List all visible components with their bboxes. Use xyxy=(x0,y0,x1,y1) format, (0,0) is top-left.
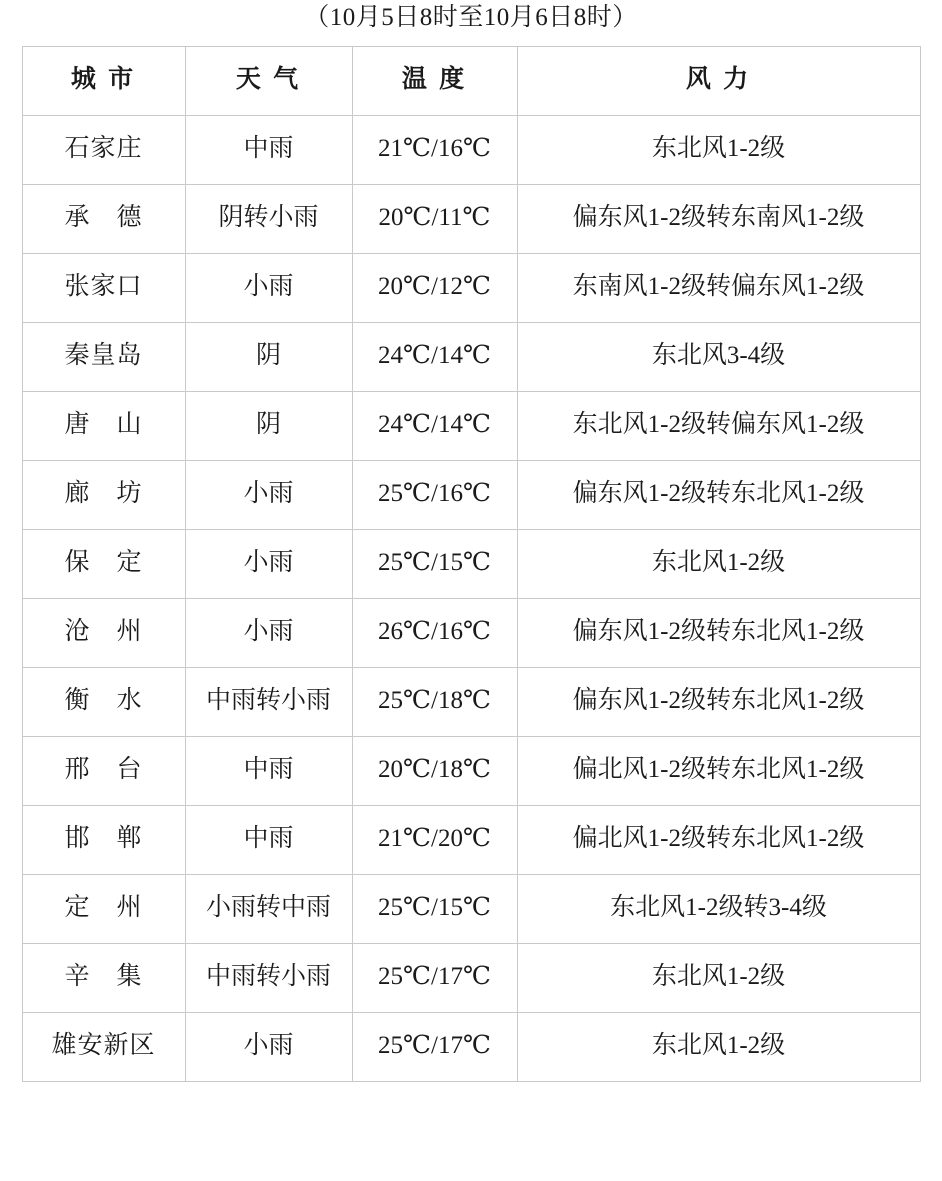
table-row xyxy=(22,115,920,184)
cell-wind: 东北风1-2级 xyxy=(517,943,920,1012)
table-row xyxy=(22,253,920,322)
weather-forecast-table xyxy=(22,46,921,1082)
table-row xyxy=(22,874,920,943)
cell-city: 邢 台 xyxy=(22,736,185,805)
cell-weather: 小雨 xyxy=(185,253,352,322)
cell-city: 承 德 xyxy=(22,184,185,253)
cell-weather: 小雨 xyxy=(185,598,352,667)
cell-weather: 中雨 xyxy=(185,805,352,874)
cell-temperature: 21℃/20℃ xyxy=(352,805,517,874)
cell-weather: 中雨转小雨 xyxy=(185,943,352,1012)
cell-wind: 东北风1-2级转3-4级 xyxy=(517,874,920,943)
cell-temperature: 20℃/12℃ xyxy=(352,253,517,322)
table-row xyxy=(22,667,920,736)
cell-city: 保 定 xyxy=(22,529,185,598)
cell-wind: 偏北风1-2级转东北风1-2级 xyxy=(517,736,920,805)
cell-weather: 中雨 xyxy=(185,736,352,805)
table-header xyxy=(22,46,920,115)
cell-wind: 东北风1-2级 xyxy=(517,529,920,598)
column-header-city: 城 市 xyxy=(22,46,185,115)
cell-temperature: 20℃/11℃ xyxy=(352,184,517,253)
table-row xyxy=(22,943,920,1012)
cell-city: 石家庄 xyxy=(22,115,185,184)
table-row xyxy=(22,184,920,253)
cell-city: 邯 郸 xyxy=(22,805,185,874)
column-header-wind: 风 力 xyxy=(517,46,920,115)
cell-wind: 东北风1-2级 xyxy=(517,1012,920,1081)
table-row xyxy=(22,598,920,667)
cell-temperature: 25℃/17℃ xyxy=(352,1012,517,1081)
cell-city: 衡 水 xyxy=(22,667,185,736)
cell-wind: 偏东风1-2级转东北风1-2级 xyxy=(517,598,920,667)
cell-city: 辛 集 xyxy=(22,943,185,1012)
cell-temperature: 25℃/17℃ xyxy=(352,943,517,1012)
cell-weather: 中雨 xyxy=(185,115,352,184)
cell-temperature: 25℃/15℃ xyxy=(352,529,517,598)
table-header-row xyxy=(22,46,920,115)
table-body xyxy=(22,115,920,1081)
table-row xyxy=(22,736,920,805)
cell-city: 秦皇岛 xyxy=(22,322,185,391)
table-row xyxy=(22,805,920,874)
cell-city: 张家口 xyxy=(22,253,185,322)
cell-weather: 小雨 xyxy=(185,1012,352,1081)
cell-wind: 偏东风1-2级转东北风1-2级 xyxy=(517,667,920,736)
cell-weather: 阴转小雨 xyxy=(185,184,352,253)
cell-wind: 偏北风1-2级转东北风1-2级 xyxy=(517,805,920,874)
cell-wind: 东北风3-4级 xyxy=(517,322,920,391)
table-row xyxy=(22,529,920,598)
cell-city: 雄安新区 xyxy=(22,1012,185,1081)
cell-city: 定 州 xyxy=(22,874,185,943)
cell-temperature: 26℃/16℃ xyxy=(352,598,517,667)
cell-wind: 东北风1-2级 xyxy=(517,115,920,184)
column-header-temperature: 温 度 xyxy=(352,46,517,115)
cell-temperature: 24℃/14℃ xyxy=(352,322,517,391)
cell-temperature: 25℃/16℃ xyxy=(352,460,517,529)
cell-temperature: 24℃/14℃ xyxy=(352,391,517,460)
cell-wind: 偏东风1-2级转东南风1-2级 xyxy=(517,184,920,253)
page-title: （10月5日8时至10月6日8时） xyxy=(304,4,638,31)
table-row xyxy=(22,1012,920,1081)
cell-wind: 偏东风1-2级转东北风1-2级 xyxy=(517,460,920,529)
table-row xyxy=(22,391,920,460)
cell-weather: 小雨 xyxy=(185,460,352,529)
cell-weather: 小雨 xyxy=(185,529,352,598)
cell-city: 廊 坊 xyxy=(22,460,185,529)
cell-weather: 中雨转小雨 xyxy=(185,667,352,736)
cell-weather: 阴 xyxy=(185,391,352,460)
cell-wind: 东南风1-2级转偏东风1-2级 xyxy=(517,253,920,322)
table-row xyxy=(22,322,920,391)
cell-temperature: 25℃/18℃ xyxy=(352,667,517,736)
column-header-weather: 天 气 xyxy=(185,46,352,115)
cell-city: 唐 山 xyxy=(22,391,185,460)
cell-temperature: 25℃/15℃ xyxy=(352,874,517,943)
cell-city: 沧 州 xyxy=(22,598,185,667)
cell-temperature: 20℃/18℃ xyxy=(352,736,517,805)
table-row xyxy=(22,460,920,529)
cell-weather: 阴 xyxy=(185,322,352,391)
cell-wind: 东北风1-2级转偏东风1-2级 xyxy=(517,391,920,460)
cell-weather: 小雨转中雨 xyxy=(185,874,352,943)
cell-temperature: 21℃/16℃ xyxy=(352,115,517,184)
